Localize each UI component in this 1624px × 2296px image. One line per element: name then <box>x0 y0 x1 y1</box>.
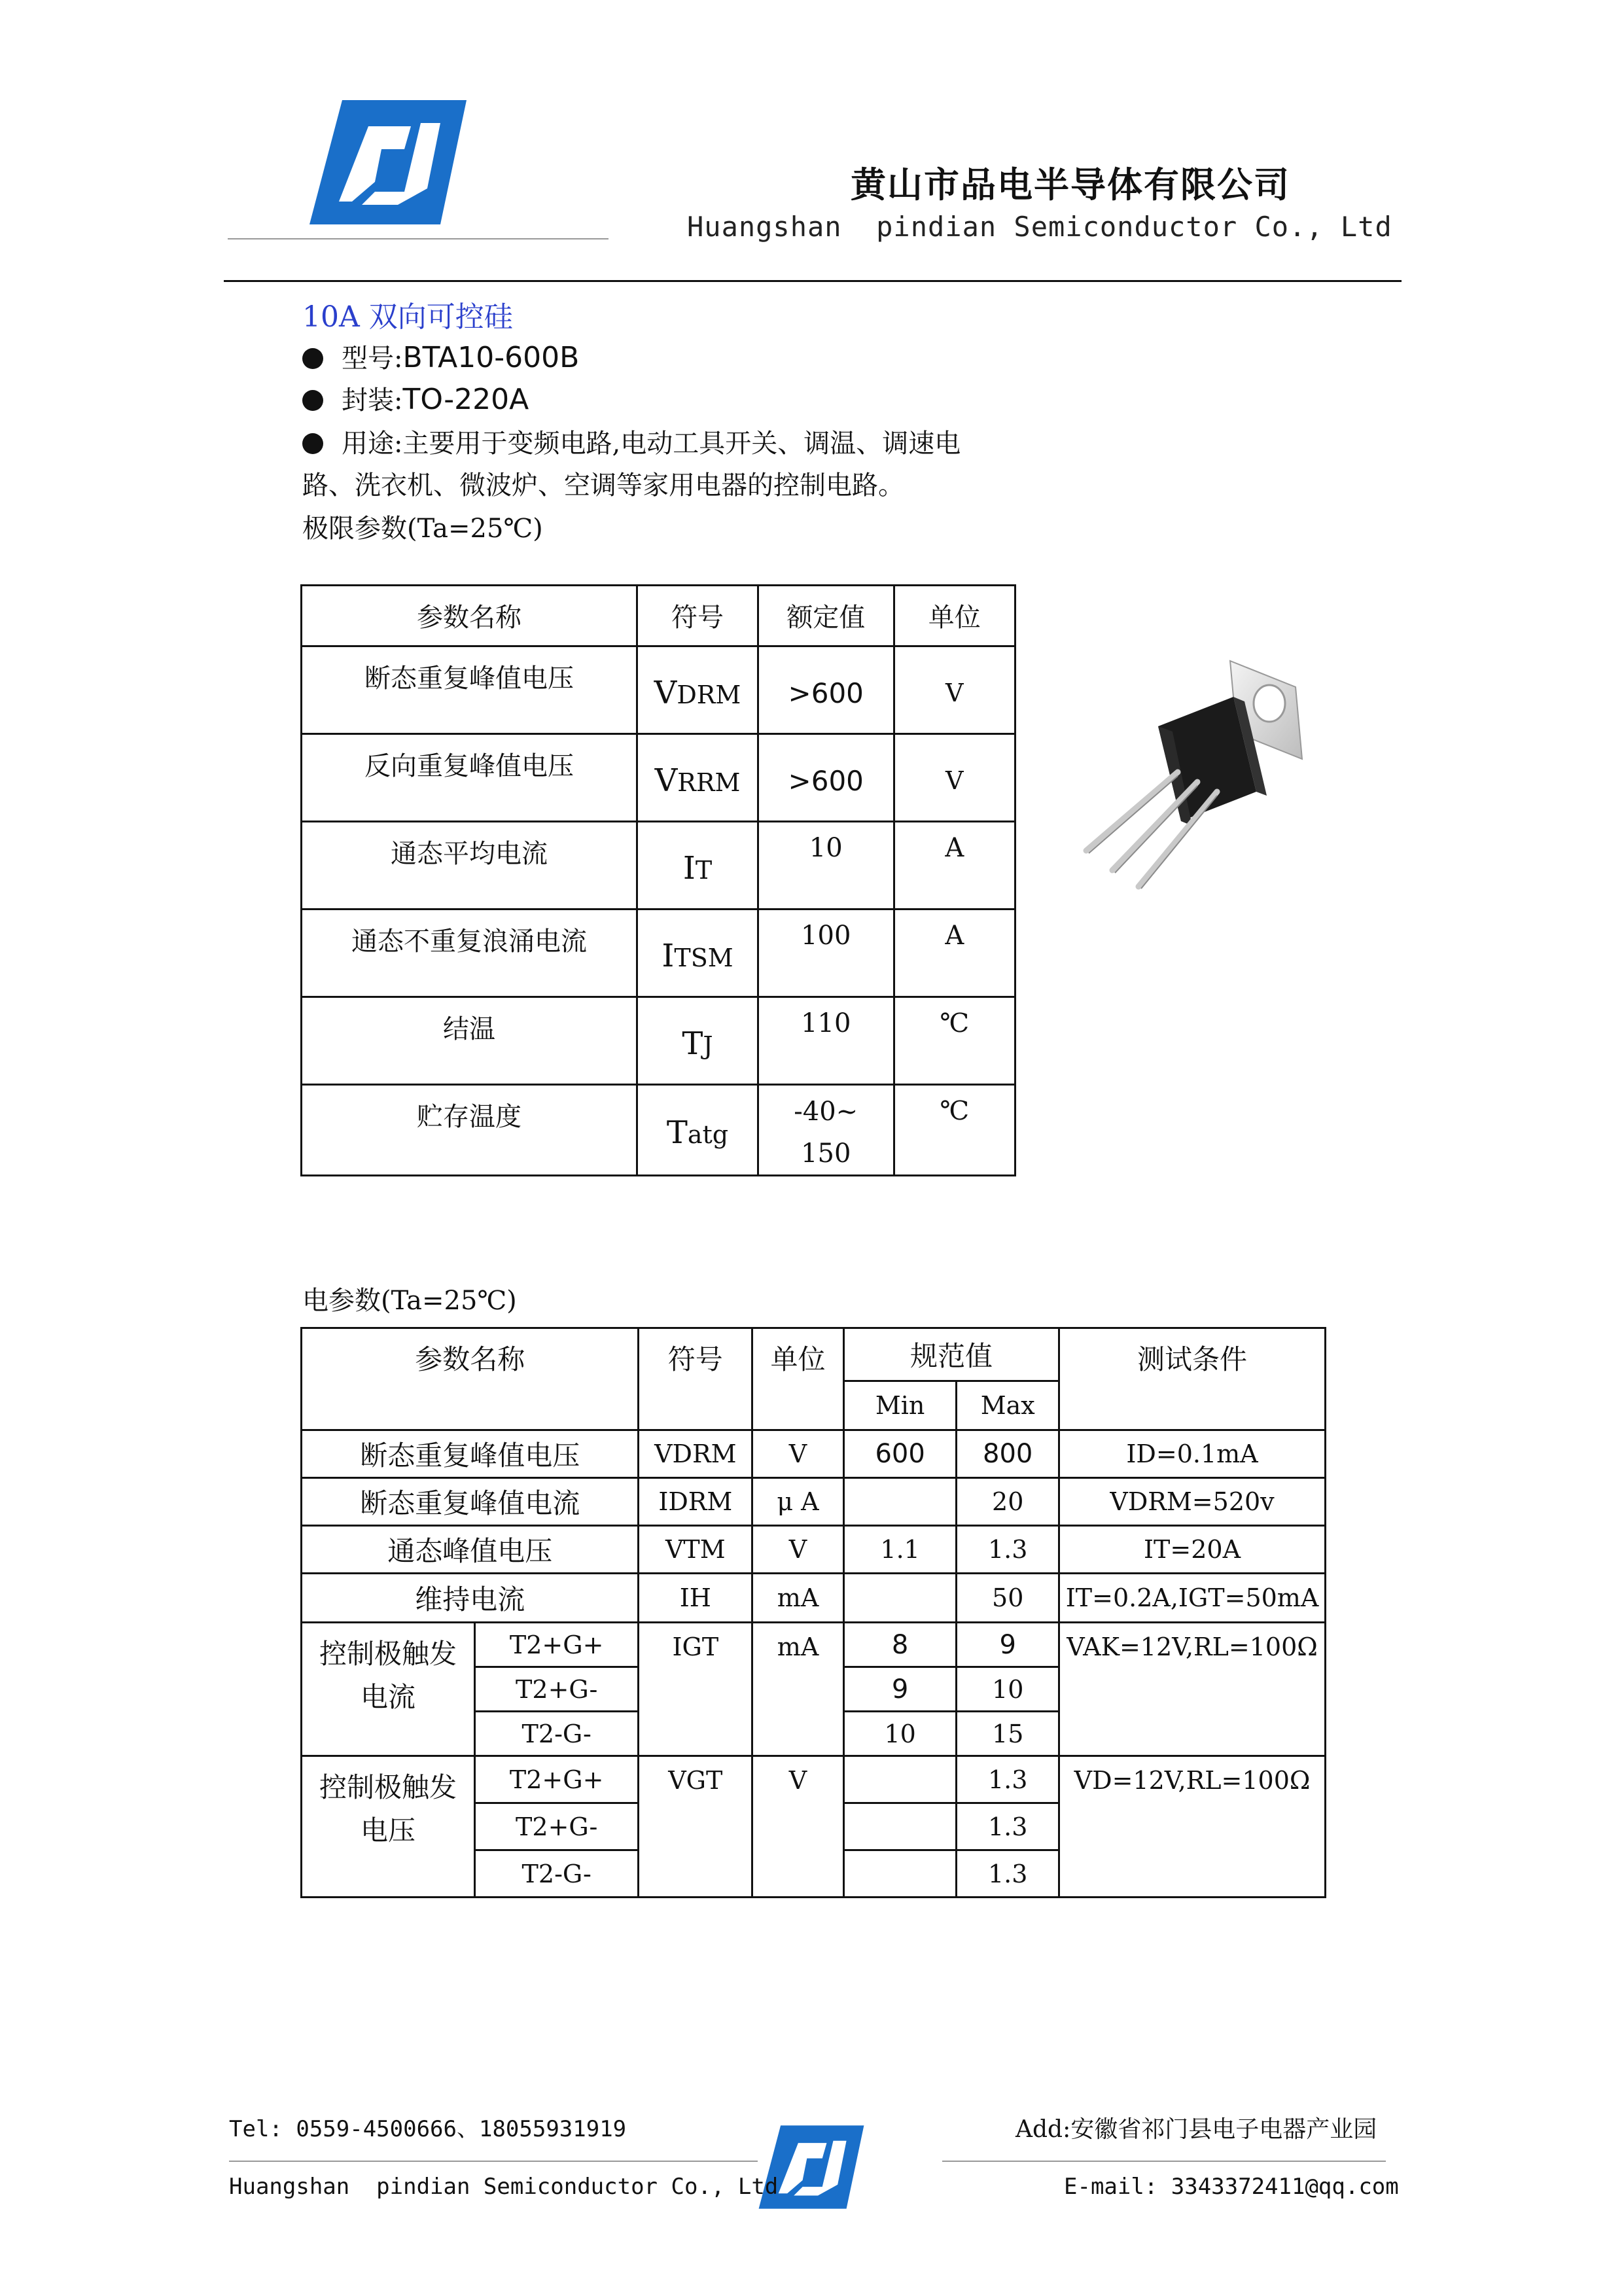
limits-table <box>300 584 1016 1176</box>
param-min <box>843 1803 957 1850</box>
footer-company-en: Huangshan pindian Semiconductor Co., Ltd <box>229 2174 779 2200</box>
param-symbol: TJ <box>637 997 758 1085</box>
table-row <box>302 646 1015 734</box>
param-name: 维持电流 <box>302 1574 639 1623</box>
param-symbol: ITSM <box>637 910 758 997</box>
footer-divider-right <box>942 2161 1386 2162</box>
param-symbol: IT <box>637 822 758 910</box>
param-symbol: IH <box>639 1574 752 1623</box>
table-row <box>302 1085 1015 1176</box>
param-min: 600 <box>843 1430 957 1478</box>
param-min: 9 <box>843 1667 957 1712</box>
param-min <box>843 1574 957 1623</box>
table-header-row <box>302 1328 1326 1381</box>
param-unit: V <box>894 646 1015 734</box>
param-unit: V <box>752 1526 844 1574</box>
header-symbol: 符号 <box>637 586 758 646</box>
header-max: Max <box>957 1381 1059 1430</box>
quadrant: T2+G- <box>474 1667 638 1712</box>
bullet-icon <box>302 433 323 454</box>
param-symbol: Tatg <box>637 1085 758 1176</box>
limits-heading: 极限参数(Ta=25℃) <box>302 514 543 544</box>
param-max: 50 <box>957 1574 1059 1623</box>
company-name-cn: 黄山市品电半导体有限公司 <box>851 164 1290 205</box>
model-value: BTA10-600B <box>402 341 580 374</box>
param-value: >600 <box>758 646 894 734</box>
header-param: 参数名称 <box>302 1328 639 1430</box>
param-symbol: VRRM <box>637 734 758 822</box>
quadrant: T2-G- <box>474 1850 638 1898</box>
usage-text-1: 用途:主要用于变频电路,电动工具开关、调温、调速电 <box>342 429 961 459</box>
usage-line <box>302 423 961 460</box>
param-max: 1.3 <box>957 1756 1059 1803</box>
param-value: -40~ 150 <box>758 1085 894 1176</box>
electrical-heading: 电参数(Ta=25℃) <box>302 1286 517 1316</box>
table-row <box>302 1574 1326 1623</box>
header-spec: 规范值 <box>843 1328 1059 1381</box>
param-name: 通态峰值电压 <box>302 1526 639 1574</box>
param-unit: A <box>894 910 1015 997</box>
table-row <box>302 734 1015 822</box>
header-param: 参数名称 <box>302 586 637 646</box>
company-name-en: Huangshan pindian Semiconductor Co., Ltd <box>687 211 1392 243</box>
footer-divider-left <box>229 2161 758 2162</box>
footer-address: Add:安徽省祁门县电子电器产业园 <box>1015 2116 1377 2143</box>
header-min: Min <box>843 1381 957 1430</box>
table-row <box>302 822 1015 910</box>
param-max: 20 <box>957 1478 1059 1526</box>
model-label: 型号: <box>342 344 403 374</box>
param-name: 断态重复峰值电流 <box>302 1478 639 1526</box>
bullet-icon <box>302 390 323 411</box>
param-symbol: IDRM <box>639 1478 752 1526</box>
to220-package-image <box>1073 654 1322 892</box>
header-unit: 单位 <box>752 1328 844 1430</box>
param-max: 15 <box>957 1712 1059 1756</box>
param-min: 10 <box>843 1712 957 1756</box>
param-condition: VD=12V,RL=100Ω <box>1059 1756 1326 1898</box>
param-unit: V <box>752 1756 844 1898</box>
usage-text-2: 路、洗衣机、微波炉、空调等家用电器的控制电路。 <box>302 470 904 501</box>
param-value: 110 <box>758 997 894 1085</box>
param-unit: ℃ <box>894 997 1015 1085</box>
param-max: 800 <box>957 1430 1059 1478</box>
param-unit: mA <box>752 1623 844 1756</box>
param-value: >600 <box>758 734 894 822</box>
param-max: 10 <box>957 1667 1059 1712</box>
param-min <box>843 1850 957 1898</box>
param-unit: A <box>894 822 1015 910</box>
table-row <box>302 1478 1326 1526</box>
param-name: 反向重复峰值电压 <box>302 734 637 822</box>
electrical-table <box>300 1327 1326 1898</box>
table-row <box>302 1430 1326 1478</box>
param-symbol: VDRM <box>639 1430 752 1478</box>
param-unit: μ A <box>752 1478 844 1526</box>
param-symbol: VGT <box>639 1756 752 1898</box>
company-logo <box>306 97 470 228</box>
param-max: 9 <box>957 1623 1059 1667</box>
param-unit: V <box>752 1430 844 1478</box>
param-name: 控制极触发 电流 <box>302 1623 475 1756</box>
param-name: 控制极触发 电压 <box>302 1756 475 1898</box>
package-value: TO-220A <box>402 383 529 416</box>
table-row <box>302 997 1015 1085</box>
param-symbol: VDRM <box>637 646 758 734</box>
product-title: 10A 双向可控硅 <box>302 300 513 334</box>
header-unit: 单位 <box>894 586 1015 646</box>
header-rating: 额定值 <box>758 586 894 646</box>
table-row <box>302 1526 1326 1574</box>
package-line <box>302 380 529 417</box>
param-name: 结温 <box>302 997 637 1085</box>
param-min <box>843 1478 957 1526</box>
param-min <box>843 1756 957 1803</box>
param-value: 10 <box>758 822 894 910</box>
header-symbol: 符号 <box>639 1328 752 1430</box>
header-divider-short <box>228 238 609 239</box>
table-row <box>302 1623 1326 1667</box>
param-name: 贮存温度 <box>302 1085 637 1176</box>
param-unit: V <box>894 734 1015 822</box>
param-condition: IT=0.2A,IGT=50mA <box>1059 1574 1326 1623</box>
param-min: 8 <box>843 1623 957 1667</box>
param-symbol: VTM <box>639 1526 752 1574</box>
param-condition: IT=20A <box>1059 1526 1326 1574</box>
param-symbol: IGT <box>639 1623 752 1756</box>
param-name: 断态重复峰值电压 <box>302 1430 639 1478</box>
param-min: 1.1 <box>843 1526 957 1574</box>
param-value: 100 <box>758 910 894 997</box>
param-max: 1.3 <box>957 1803 1059 1850</box>
param-name: 通态平均电流 <box>302 822 637 910</box>
header-divider <box>224 280 1402 282</box>
table-row <box>302 1756 1326 1803</box>
table-header-row <box>302 586 1015 646</box>
param-max: 1.3 <box>957 1850 1059 1898</box>
quadrant: T2+G+ <box>474 1623 638 1667</box>
param-unit: mA <box>752 1574 844 1623</box>
param-condition: VDRM=520v <box>1059 1478 1326 1526</box>
param-name: 通态不重复浪涌电流 <box>302 910 637 997</box>
param-name: 断态重复峰值电压 <box>302 646 637 734</box>
quadrant: T2-G- <box>474 1712 638 1756</box>
quadrant: T2+G- <box>474 1803 638 1850</box>
param-condition: ID=0.1mA <box>1059 1430 1326 1478</box>
param-condition: VAK=12V,RL=100Ω <box>1059 1623 1326 1756</box>
header-condition: 测试条件 <box>1059 1328 1326 1430</box>
package-label: 封装: <box>342 385 403 415</box>
param-max: 1.3 <box>957 1526 1059 1574</box>
bullet-icon <box>302 348 323 369</box>
quadrant: T2+G+ <box>474 1756 638 1803</box>
model-line <box>302 338 579 375</box>
table-row <box>302 910 1015 997</box>
param-unit: ℃ <box>894 1085 1015 1176</box>
footer-email: E-mail: 3343372411@qq.com <box>1064 2174 1399 2200</box>
footer-tel: Tel: 0559-4500666、18055931919 <box>229 2116 627 2142</box>
